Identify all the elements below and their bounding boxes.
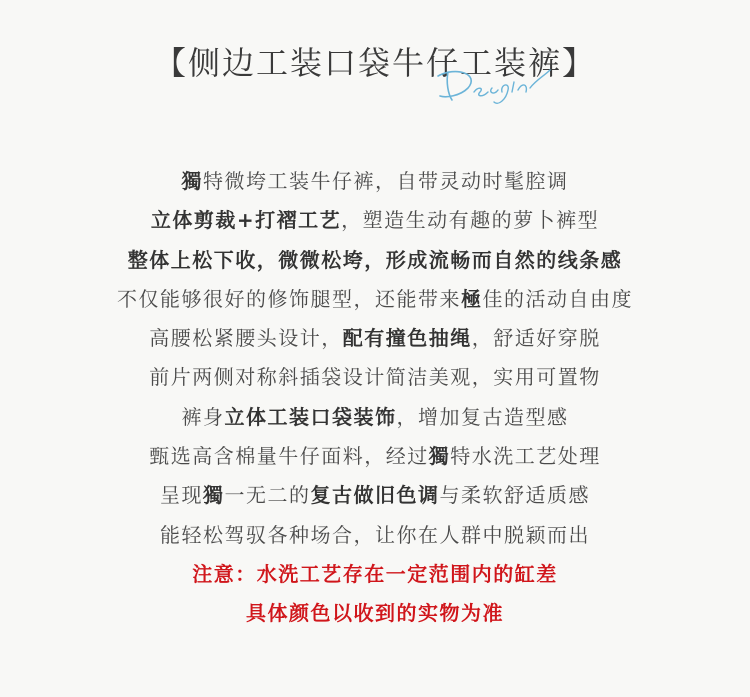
line-bold-text: 獨 [181,169,203,193]
line-text: 前片两侧对称斜插袋设计简洁美观，实用可置物 [149,365,601,390]
line-text: 甄选高含棉量牛仔面料，经过 [149,444,429,469]
line-text: ，塑造生动有趣的萝卜裤型 [341,208,600,233]
line-text: 不仅能够很好的修饰腿型，还能带来 [117,286,461,311]
notice-line: 具体颜色以收到的实物为准 [246,601,504,626]
line-text: 高腰松紧腰头设计， [149,326,343,351]
line-text: 特水洗工艺处理 [450,444,601,469]
notice-line: 注意：水洗工艺存在一定范围内的缸差 [192,561,558,586]
description-line [0,162,750,201]
description-line [0,241,750,280]
line-bold-text: 獨 [203,483,225,508]
description-block [0,162,750,634]
description-line [0,398,750,437]
line-bold-text: 獨 [428,444,451,469]
line-bold-text: 立体工装口袋装饰 [224,404,397,429]
line-text: ，舒适好穿脱 [471,326,601,351]
description-line [0,319,750,358]
line-text: 佳的活动自由度 [482,286,633,311]
description-line [0,201,750,240]
line-text: 呈现 [160,483,203,508]
line-text: ，增加复古造型感 [396,404,569,429]
description-line [0,358,750,397]
line-bold-text: 整体上松下收，微微松垮，形成流畅而自然的线条感 [127,247,623,272]
line-bold-text: 立体剪裁+打褶工艺 [150,208,342,233]
page-title: 【侧边工装口袋牛仔工装裤】 [153,44,596,82]
design-signature [418,58,558,110]
line-text: 一无二的 [224,483,311,508]
line-text: 与柔软舒适质感 [439,483,590,508]
line-bold-text: 配有撞色抽绳 [342,326,472,351]
description-line [0,476,750,515]
line-bold-text: 复古做旧色调 [310,483,440,508]
line-text: 能轻松驾驭各种场合，让你在人群中脱颖而出 [160,522,590,547]
description-line [0,437,750,476]
line-text: 裤身 [181,404,225,429]
description-line [0,516,750,555]
description-line [0,280,750,319]
line-bold-text: 極 [461,286,483,311]
line-text: 特微垮工装牛仔裤，自带灵动时髦腔调 [203,169,569,193]
